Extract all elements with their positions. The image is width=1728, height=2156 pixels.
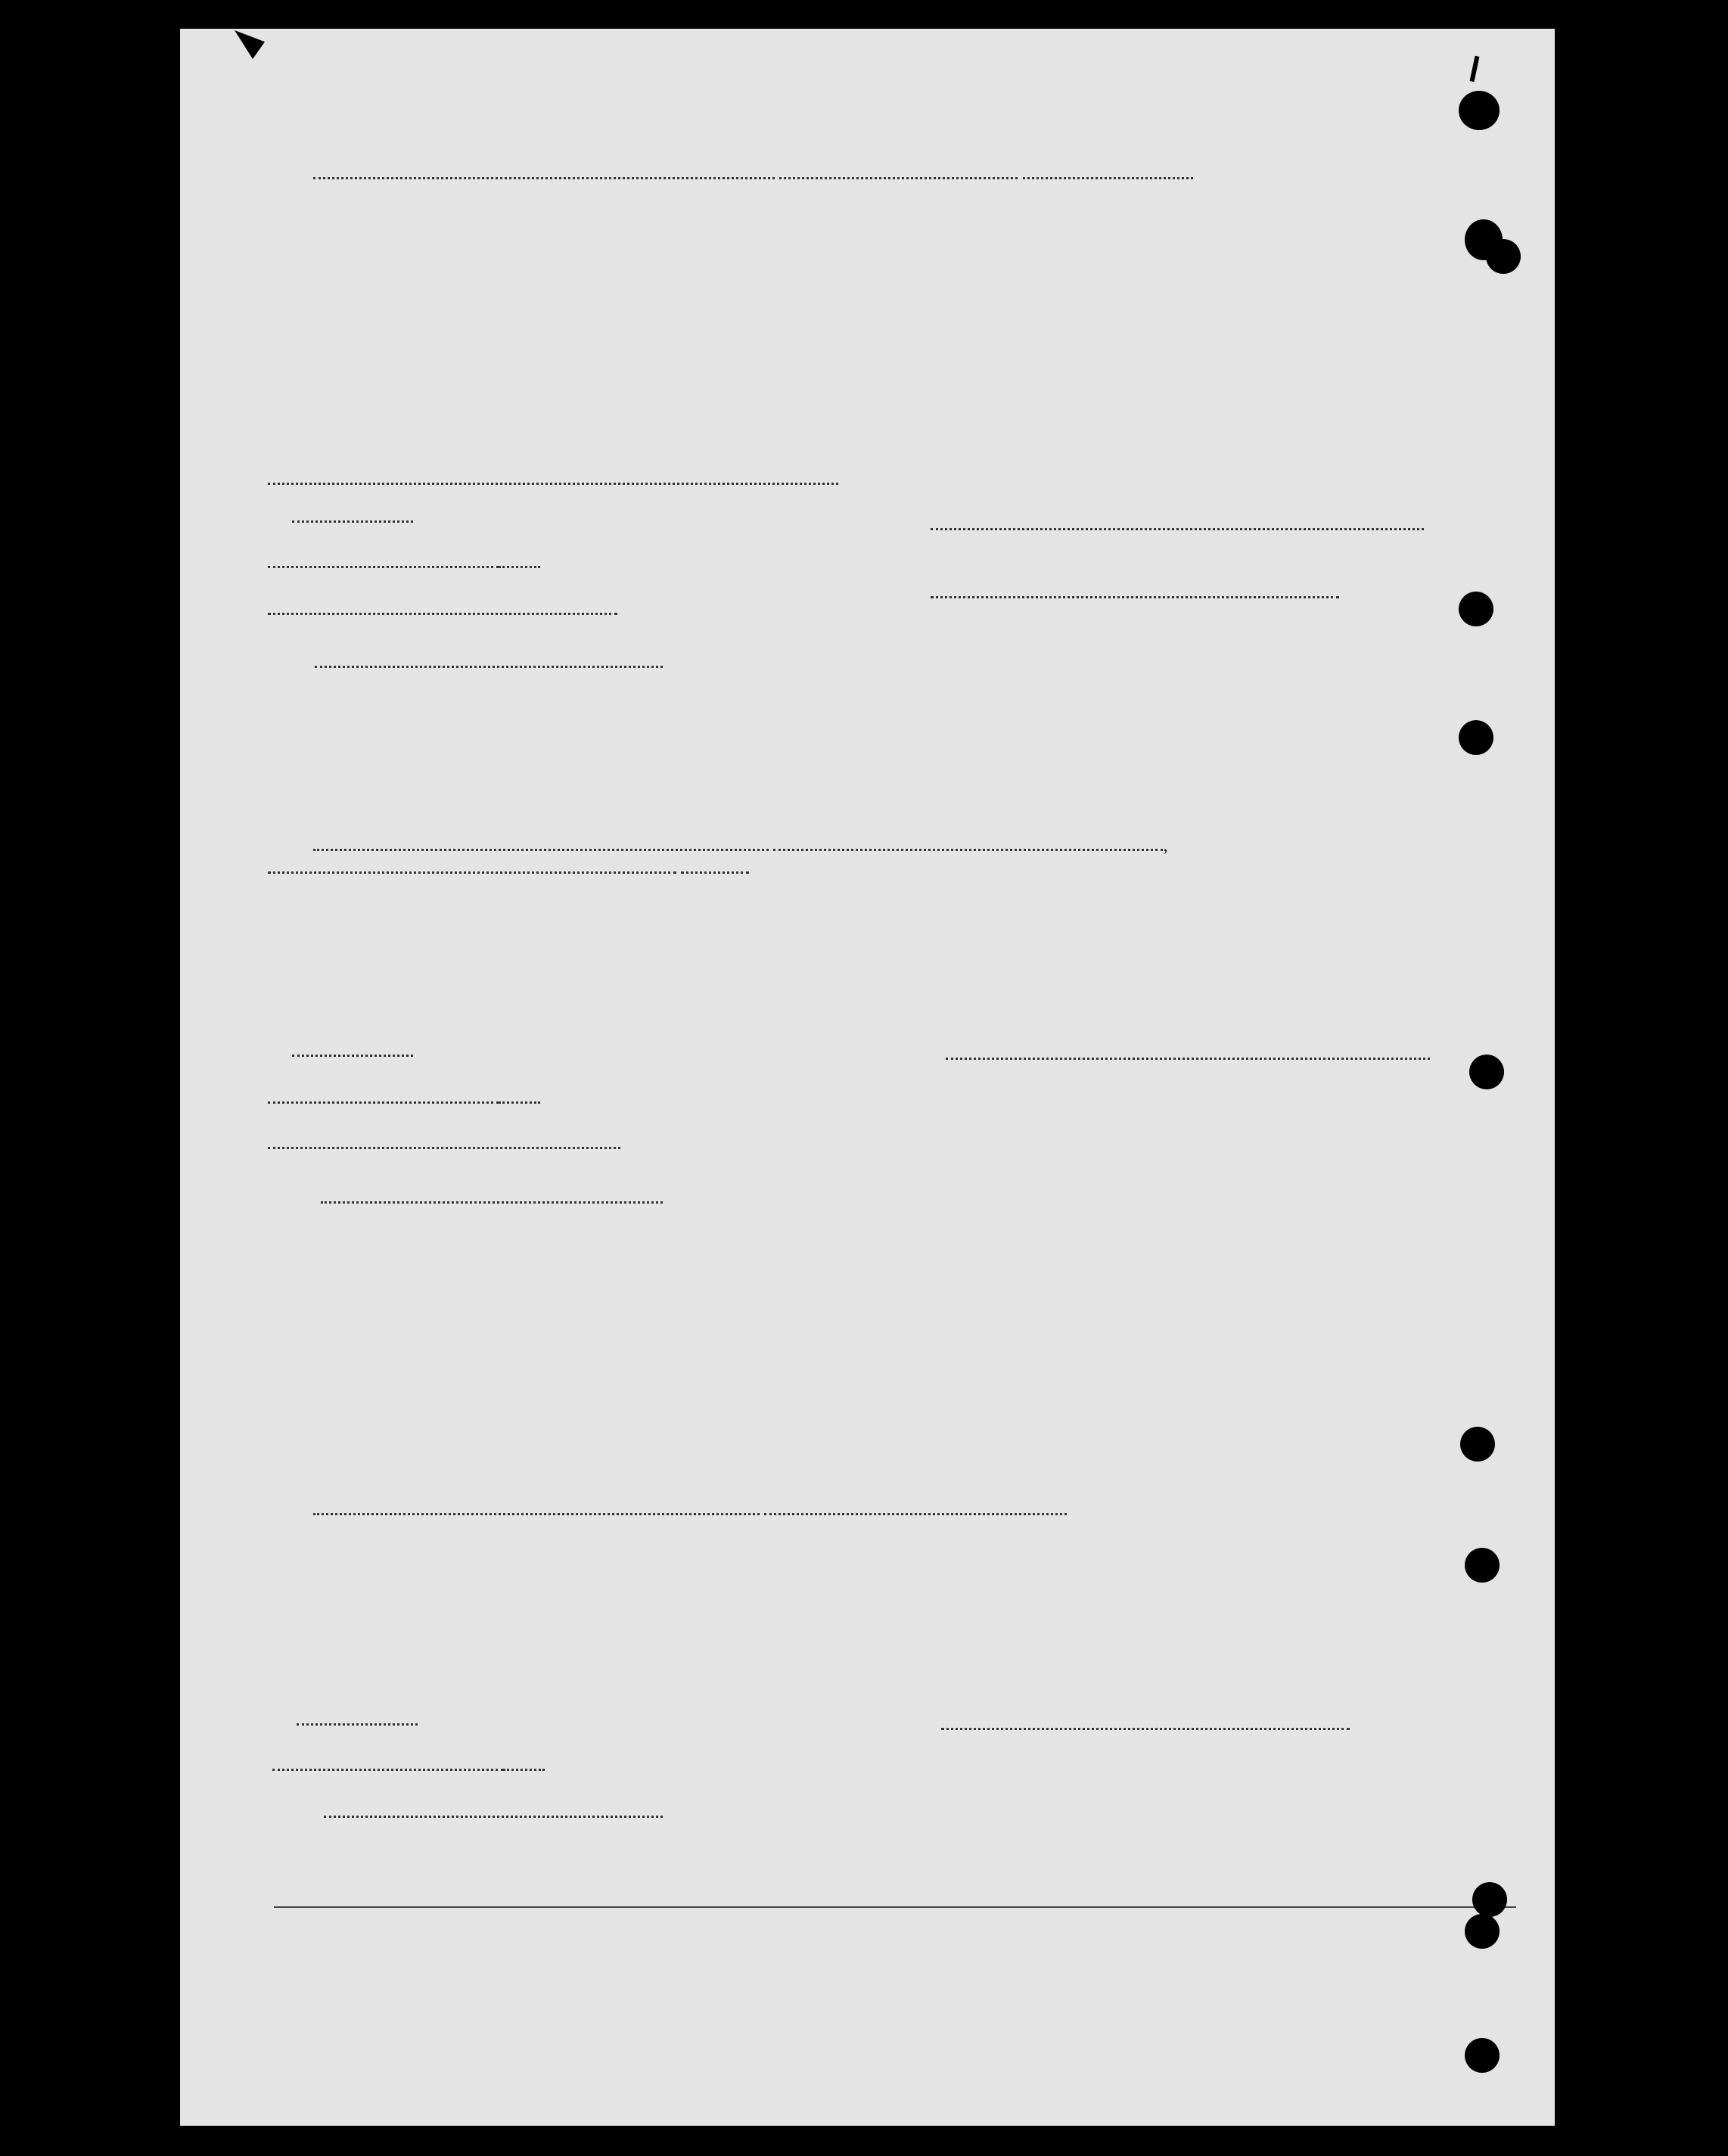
punch-hole — [1460, 1427, 1495, 1462]
year-field-2[interactable] — [499, 1086, 540, 1104]
section-1-day — [268, 551, 540, 573]
master-signature — [941, 1713, 1350, 1735]
inspector-signature-line-2[interactable] — [321, 1201, 663, 1204]
punch-hole — [1465, 2038, 1500, 2073]
punch-hole — [1465, 1548, 1500, 1583]
collector-signature-line[interactable] — [324, 1816, 663, 1818]
day-field-2[interactable] — [268, 1086, 499, 1104]
punch-hole — [1472, 1882, 1507, 1917]
sworn-date-field-1[interactable] — [292, 505, 413, 523]
inspector-signature-line[interactable] — [315, 666, 663, 668]
section-3-day — [272, 1754, 545, 1776]
master-vessel-field[interactable] — [764, 1498, 1067, 1515]
at-field-1[interactable] — [268, 598, 617, 615]
surgeon-name-field[interactable] — [313, 834, 769, 851]
surgeon-signature-line[interactable] — [946, 1058, 1430, 1060]
bottom-rule — [274, 1906, 1516, 1908]
at-field-2[interactable] — [268, 1132, 620, 1149]
officer-signature-field[interactable] — [931, 581, 1339, 598]
manifest-form-page — [180, 29, 1555, 2126]
vessel-name-field[interactable] — [779, 162, 1018, 179]
punch-hole — [1459, 592, 1493, 626]
section-1-sworn — [292, 505, 413, 528]
officer-name-field[interactable] — [313, 162, 775, 179]
sworn-date-field-3[interactable] — [297, 1708, 418, 1726]
master-name-field[interactable] — [313, 1498, 760, 1515]
year-field-1[interactable] — [499, 551, 540, 568]
officer-signature — [931, 581, 1339, 604]
section-2-day — [268, 1086, 540, 1109]
punch-hole — [1469, 1055, 1504, 1089]
day-field-1[interactable] — [268, 551, 499, 568]
master-signature-field[interactable] — [941, 1713, 1350, 1730]
section-1-line-1 — [313, 162, 1193, 185]
agent-address-field[interactable] — [268, 483, 838, 485]
punch-hole — [1486, 239, 1521, 274]
section-2-at — [268, 1132, 620, 1154]
surgeon-vessel-field[interactable] — [773, 834, 1163, 851]
punch-hole — [1459, 91, 1500, 130]
surgeon-status-field[interactable] — [268, 856, 676, 874]
bleed-through-text — [180, 29, 1555, 2126]
punch-hole — [1465, 1914, 1500, 1949]
officer-signature-line[interactable] — [931, 528, 1424, 530]
section-2-sworn — [292, 1039, 413, 1062]
section-1-at — [268, 598, 617, 620]
section-2-line-2 — [268, 856, 749, 879]
from-port-field[interactable] — [1023, 162, 1193, 179]
years-experience-field[interactable] — [681, 856, 749, 874]
year-field-3[interactable] — [503, 1754, 545, 1771]
section-3-sworn — [297, 1708, 418, 1731]
sworn-date-field-2[interactable] — [292, 1039, 413, 1057]
section-2-line-1: , — [313, 834, 1168, 856]
day-field-3[interactable] — [272, 1754, 503, 1771]
punch-hole — [1459, 720, 1493, 755]
section-3-line-1 — [313, 1498, 1067, 1521]
